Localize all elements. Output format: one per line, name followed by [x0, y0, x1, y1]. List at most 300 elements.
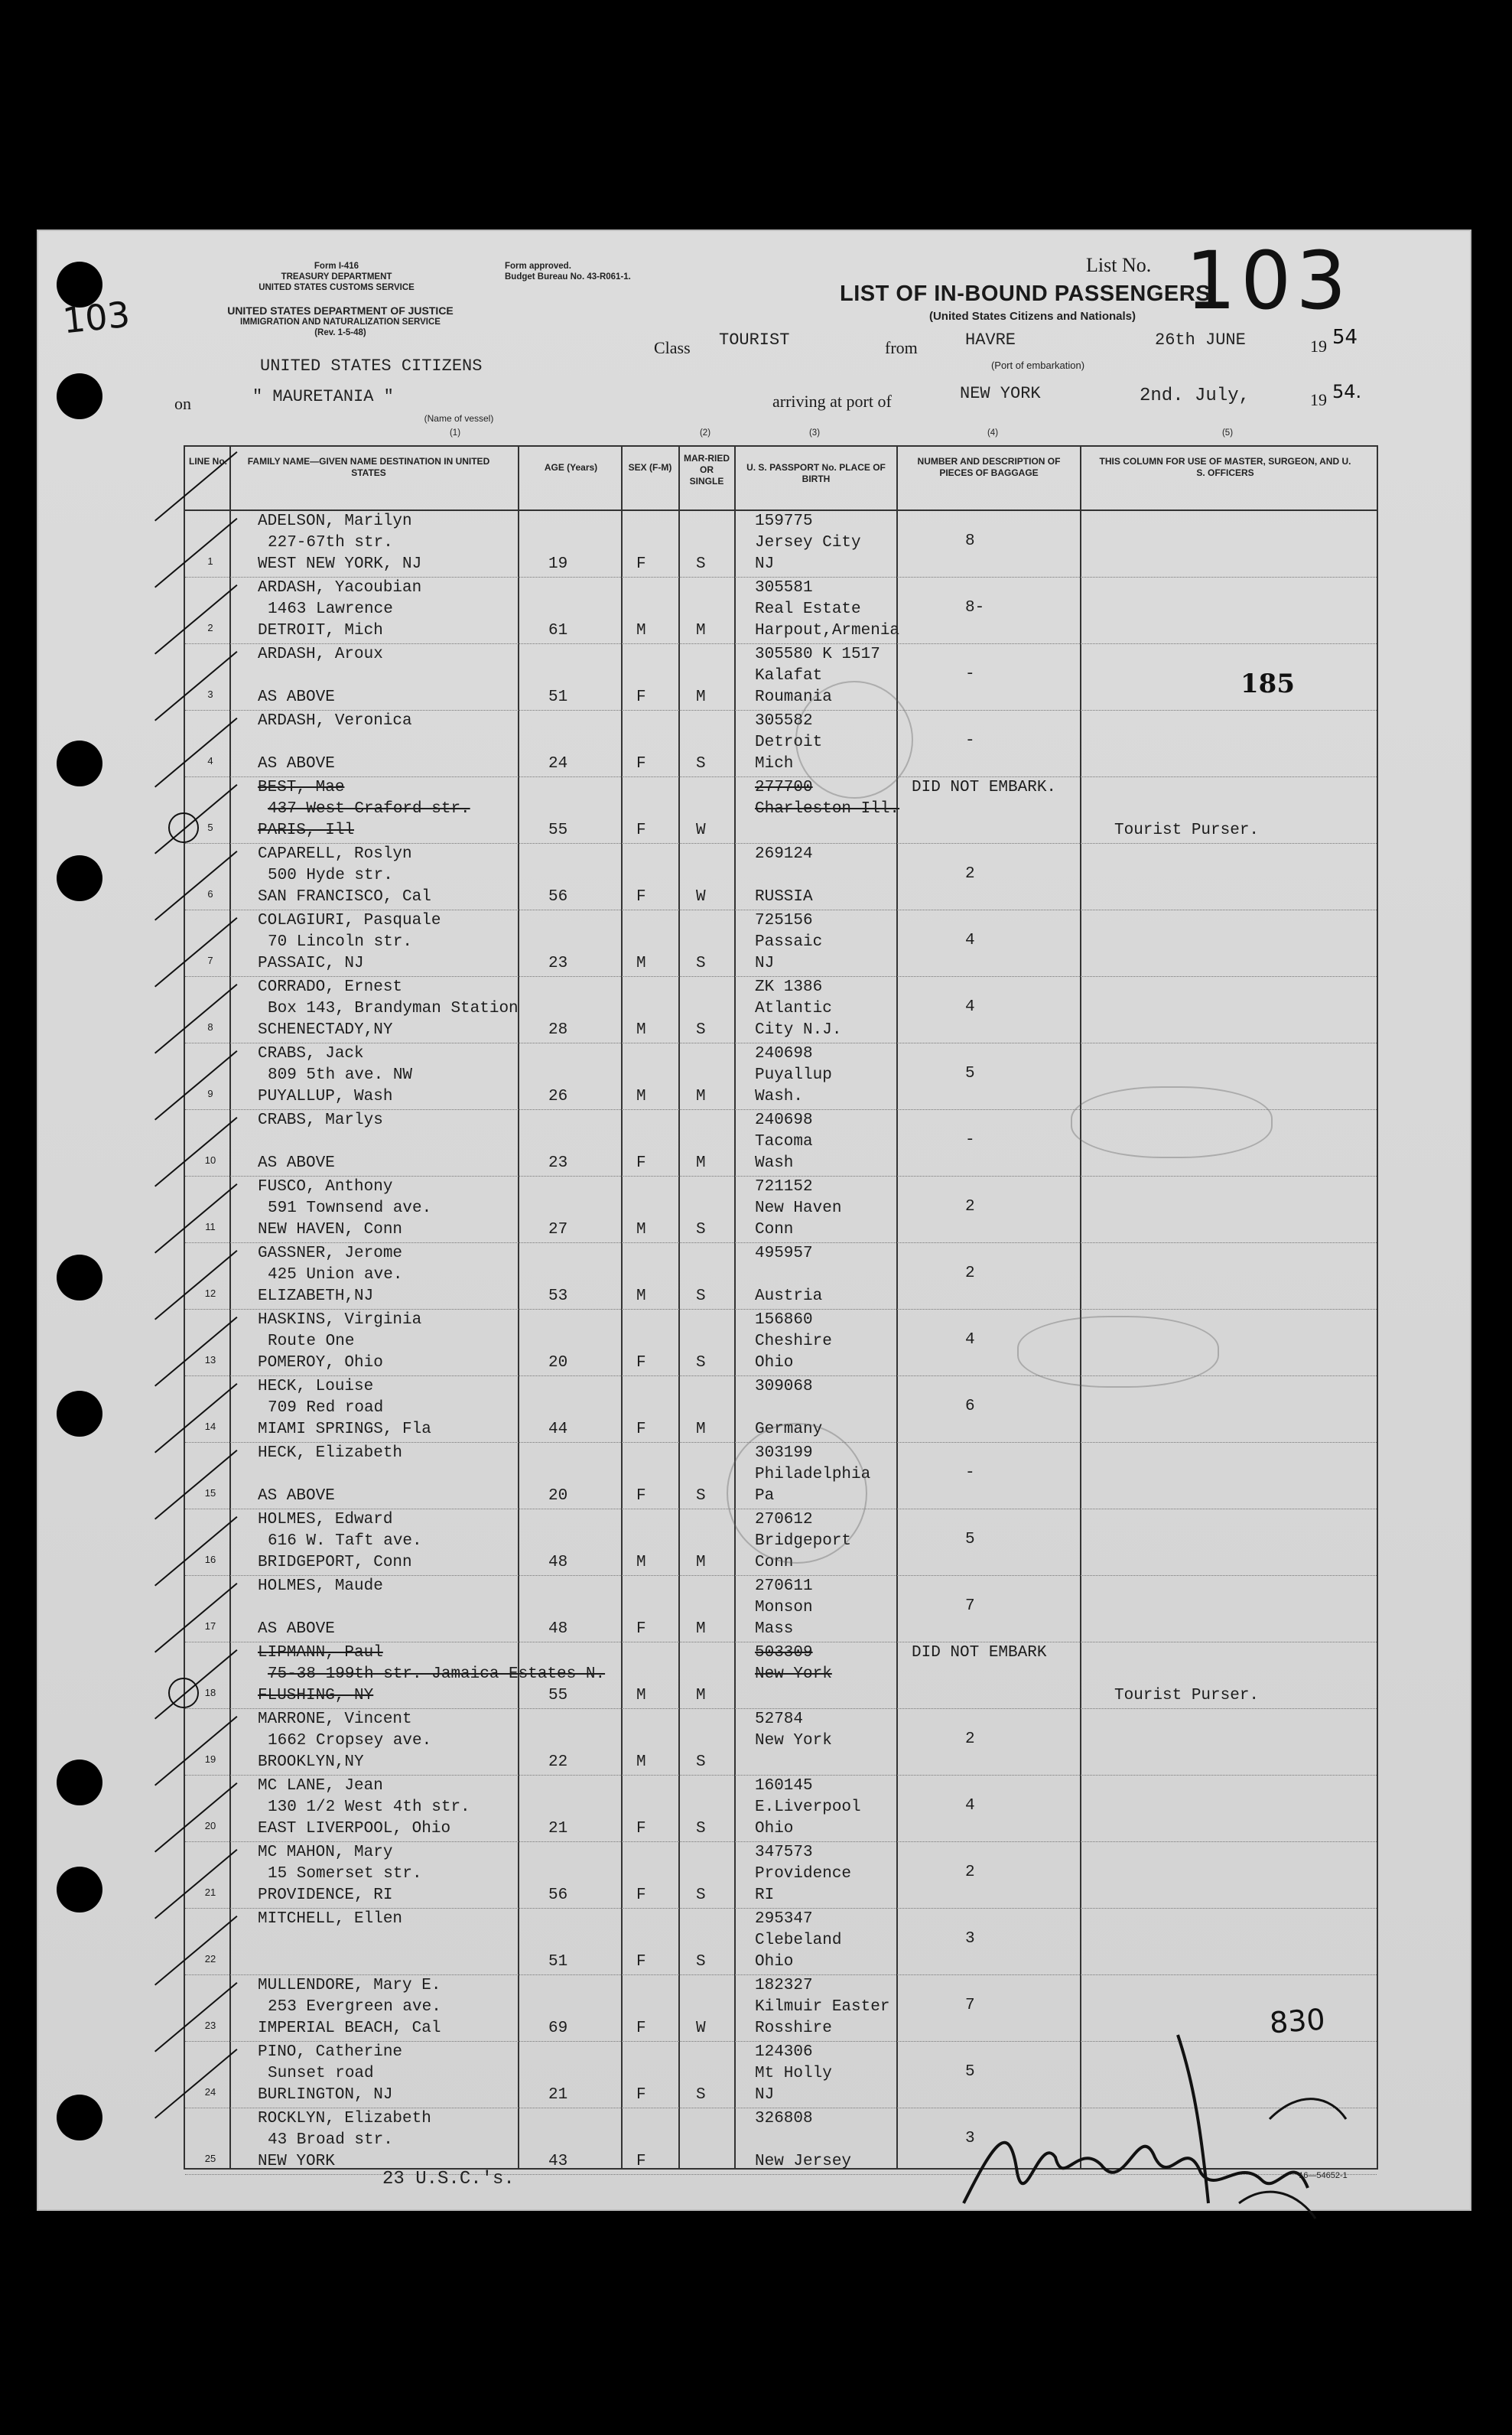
passenger-age: 26: [548, 1088, 568, 1105]
baggage-count: 5: [965, 1065, 975, 1082]
passenger-name: MC MAHON, Mary: [258, 1844, 393, 1861]
passenger-destination: IMPERIAL BEACH, Cal: [258, 2020, 441, 2037]
passenger-age: 61: [548, 622, 568, 640]
passport-number: ZK 1386: [755, 978, 823, 996]
passenger-name: FUSCO, Anthony: [258, 1178, 393, 1196]
baggage-count: 5: [965, 2063, 975, 2081]
punch-hole: [57, 1255, 102, 1301]
table-row: [185, 1909, 1377, 1975]
class-label: Class: [654, 338, 691, 357]
birthplace-line2: NJ: [755, 955, 775, 972]
line-number: 1: [207, 555, 213, 567]
marital-status: M: [696, 1088, 706, 1105]
table-row: [185, 511, 1377, 578]
passenger-sex: M: [636, 1021, 646, 1039]
punch-hole: [57, 855, 102, 901]
line-number: 22: [204, 1953, 216, 1965]
passport-number: 347573: [755, 1844, 813, 1861]
passenger-destination: AS ABOVE: [258, 1154, 335, 1172]
birthplace-line2: Ohio: [755, 1354, 794, 1372]
line-number: 17: [204, 1620, 216, 1632]
punch-hole: [57, 741, 102, 786]
marital-status: S: [696, 2086, 706, 2104]
annotation-185: 185: [1240, 669, 1295, 699]
passenger-age: 21: [548, 2086, 568, 2104]
passport-number: 159775: [755, 513, 813, 530]
col-header-name: FAMILY NAME—GIVEN NAME DESTINATION IN UNITED STATES: [247, 456, 490, 478]
birthplace-line1: Kalafat: [755, 667, 823, 685]
passenger-age: 20: [548, 1354, 568, 1372]
line-number: 9: [207, 1088, 213, 1099]
passport-number: 305580 K 1517: [755, 646, 880, 663]
passenger-sex: M: [636, 1221, 646, 1239]
birthplace-line2: Rosshire: [755, 2020, 832, 2037]
vessel-name: " MAURETANIA ": [252, 387, 394, 406]
line-number: 18: [204, 1687, 216, 1698]
baggage-count: -: [965, 666, 975, 683]
birthplace-line1: Cheshire: [755, 1333, 832, 1350]
citizens-heading: UNITED STATES CITIZENS: [260, 356, 483, 376]
passenger-destination: AS ABOVE: [258, 1620, 335, 1638]
list-no-label: List No.: [1086, 254, 1152, 276]
passenger-destination: POMEROY, Ohio: [258, 1354, 383, 1372]
embark-year-prefix: 19: [1310, 337, 1327, 356]
table-row: [185, 1642, 1377, 1709]
punch-hole: [57, 1760, 102, 1805]
passenger-age: 22: [548, 1753, 568, 1771]
marital-status: S: [696, 1953, 706, 1971]
passenger-sex: M: [636, 1687, 646, 1704]
passenger-destination: AS ABOVE: [258, 1487, 335, 1505]
passenger-address: 709 Red road: [268, 1399, 384, 1417]
passenger-age: 51: [548, 689, 568, 706]
passport-number: 156860: [755, 1311, 813, 1329]
baggage-count: 7: [965, 1597, 975, 1615]
baggage-count: 3: [965, 1930, 975, 1948]
passenger-age: 21: [548, 1820, 568, 1838]
birthplace-line2: Ohio: [755, 1953, 794, 1971]
arrival-date: 2nd. July,: [1140, 386, 1250, 406]
passenger-address: 1662 Cropsey ave.: [268, 1732, 432, 1750]
passenger-name: HASKINS, Virginia: [258, 1311, 422, 1329]
col-header-baggage: NUMBER AND DESCRIPTION OF PIECES OF BAGGAGE: [917, 456, 1061, 478]
passenger-address: 15 Somerset str.: [268, 1865, 422, 1883]
passenger-sex: F: [636, 2153, 646, 2170]
passenger-sex: F: [636, 1953, 646, 1971]
table-row: [185, 1776, 1377, 1842]
passport-number: 52784: [755, 1711, 804, 1728]
passenger-destination: SAN FRANCISCO, Cal: [258, 888, 431, 906]
table-row: [185, 910, 1377, 977]
margin-list-number: 103: [60, 293, 132, 342]
baggage-count: 4: [965, 932, 975, 949]
col-num-2: (2): [699, 428, 711, 438]
passenger-name: CRABS, Jack: [258, 1045, 364, 1063]
passenger-address: 70 Lincoln str.: [268, 933, 413, 951]
passenger-age: 20: [548, 1487, 568, 1505]
passenger-sex: F: [636, 1421, 646, 1438]
embark-date: 26th JUNE: [1155, 330, 1246, 350]
marital-status: M: [696, 689, 706, 706]
passenger-name: HOLMES, Maude: [258, 1577, 383, 1595]
total-citizens: 23 U.S.C.'s.: [382, 2169, 515, 2189]
passenger-address: 809 5th ave. NW: [268, 1066, 413, 1084]
passport-number: 277700: [755, 779, 813, 796]
passenger-age: 27: [548, 1221, 568, 1239]
passenger-sex: F: [636, 1820, 646, 1838]
baggage-count: 4: [965, 1797, 975, 1815]
birthplace-line1: Real Estate: [755, 601, 861, 618]
baggage-count: DID NOT EMBARK.: [912, 779, 1057, 796]
arrival-year: 54.: [1332, 381, 1362, 402]
passenger-age: 48: [548, 1554, 568, 1571]
passenger-sex: F: [636, 1154, 646, 1172]
passport-number: 303199: [755, 1444, 813, 1462]
birthplace-line2: Austria: [755, 1287, 823, 1305]
passenger-address: 425 Union ave.: [268, 1266, 403, 1284]
list-number: 103: [1185, 234, 1351, 327]
passenger-name: BEST, Mae: [258, 779, 345, 796]
punch-hole: [57, 373, 102, 419]
passenger-name: ARDASH, Veronica: [258, 712, 412, 730]
form-number: Form I-416: [314, 262, 359, 271]
footer-code: 16—54652-1: [1299, 2171, 1348, 2180]
baggage-count: 5: [965, 1531, 975, 1548]
birthplace-line2: Germany: [755, 1421, 823, 1438]
vessel-caption: (Name of vessel): [424, 413, 494, 424]
line-number: 14: [204, 1421, 216, 1432]
passport-number: 182327: [755, 1977, 813, 1994]
passenger-destination: PARIS, Ill: [258, 822, 355, 839]
budget-number: Budget Bureau No. 43-R061-1.: [505, 272, 631, 282]
passenger-destination: NEW YORK: [258, 2153, 335, 2170]
col-num-3: (3): [808, 428, 821, 438]
passenger-destination: ELIZABETH,NJ: [258, 1287, 374, 1305]
line-number: 10: [204, 1154, 216, 1166]
passport-number: 305581: [755, 579, 813, 597]
line-number: 5: [207, 822, 213, 833]
passenger-destination: SCHENECTADY,NY: [258, 1021, 393, 1039]
marital-status: S: [696, 1221, 706, 1239]
passport-number: 124306: [755, 2043, 813, 2061]
line-number: 12: [204, 1287, 216, 1299]
passenger-name: ARDASH, Yacoubian: [258, 579, 422, 597]
baggage-count: 4: [965, 998, 975, 1016]
col-num-5: (5): [1221, 428, 1234, 438]
col-num-4: (4): [987, 428, 999, 438]
line-number: 20: [204, 1820, 216, 1831]
passenger-name: ARDASH, Aroux: [258, 646, 383, 663]
passport-number: 270612: [755, 1511, 813, 1528]
birthplace-line1: E.Liverpool: [755, 1799, 861, 1816]
passenger-address: 616 W. Taft ave.: [268, 1532, 422, 1550]
passport-number: 309068: [755, 1378, 813, 1395]
marital-status: M: [696, 1687, 706, 1704]
birthplace-line1: Detroit: [755, 734, 823, 751]
marital-status: S: [696, 755, 706, 773]
marital-status: M: [696, 1620, 706, 1638]
passenger-destination: MIAMI SPRINGS, Fla: [258, 1421, 431, 1438]
passenger-sex: F: [636, 689, 646, 706]
baggage-count: 8: [965, 532, 975, 550]
passenger-sex: M: [636, 1088, 646, 1105]
marital-status: S: [696, 555, 706, 573]
officer-remark: Tourist Purser.: [1114, 822, 1260, 839]
passenger-destination: AS ABOVE: [258, 689, 335, 706]
birthplace-line1: Providence: [755, 1865, 852, 1883]
passenger-destination: BURLINGTON, NJ: [258, 2086, 393, 2104]
passenger-destination: PASSAIC, NJ: [258, 955, 364, 972]
passport-number: 295347: [755, 1910, 813, 1928]
passenger-destination: FLUSHING, NY: [258, 1687, 374, 1704]
line-number: 3: [207, 689, 213, 700]
baggage-count: 2: [965, 1864, 975, 1881]
table-row: [185, 711, 1377, 777]
embark-port: HAVRE: [965, 330, 1016, 350]
passenger-destination: WEST NEW YORK, NJ: [258, 555, 422, 573]
passenger-age: 56: [548, 888, 568, 906]
col-header-officers: THIS COLUMN FOR USE OF MASTER, SURGEON, AND U. S. OFFICERS: [1099, 456, 1351, 478]
line-number: 21: [204, 1886, 216, 1898]
arriving-label: arriving at port of: [772, 392, 892, 411]
table-row: [185, 644, 1377, 711]
baggage-count: 2: [965, 865, 975, 883]
birthplace-line1: Atlantic: [755, 1000, 832, 1017]
passenger-name: PINO, Catherine: [258, 2043, 403, 2061]
birthplace-line2: Ohio: [755, 1820, 794, 1838]
passenger-sex: F: [636, 1620, 646, 1638]
birthplace-line2: City N.J.: [755, 1021, 842, 1039]
marital-status: S: [696, 1753, 706, 1771]
passenger-address: Sunset road: [268, 2065, 374, 2082]
birthplace-line2: RI: [755, 1886, 775, 1904]
baggage-count: 2: [965, 1265, 975, 1282]
passenger-table: [184, 445, 1378, 2170]
passport-number: 725156: [755, 912, 813, 929]
form-approval: [505, 262, 688, 283]
passenger-destination: BRIDGEPORT, Conn: [258, 1554, 412, 1571]
passport-number: 503309: [755, 1644, 813, 1662]
passport-number: 495957: [755, 1245, 813, 1262]
marital-status: M: [696, 1154, 706, 1172]
baggage-count: 8-: [965, 599, 985, 617]
passenger-destination: PROVIDENCE, RI: [258, 1886, 393, 1904]
form-dept: TREASURY DEPARTMENT: [281, 272, 392, 282]
table-row: [185, 578, 1377, 644]
birthplace-line2: Wash: [755, 1154, 794, 1172]
line-number: 19: [204, 1753, 216, 1765]
passenger-sex: F: [636, 755, 646, 773]
birthplace-line1: Philadelphia: [755, 1466, 871, 1483]
line-number: 16: [204, 1554, 216, 1565]
handwritten-note: 830: [1268, 2002, 1326, 2040]
passenger-sex: F: [636, 2020, 646, 2037]
ins-service: IMMIGRATION AND NATURALIZATION SERVICE: [240, 317, 441, 327]
passenger-age: 55: [548, 1687, 568, 1704]
passenger-address: 227-67th str.: [268, 534, 393, 552]
table-row: [185, 1243, 1377, 1310]
line-number: 11: [205, 1221, 216, 1232]
passenger-age: 19: [548, 555, 568, 573]
page-title: LIST OF IN-BOUND PASSENGERS: [840, 282, 1211, 306]
form-id: [222, 262, 451, 293]
passenger-address: Route One: [268, 1333, 355, 1350]
birthplace-line2: Wash.: [755, 1088, 804, 1105]
justice-block: [172, 304, 509, 338]
passenger-sex: F: [636, 1354, 646, 1372]
passenger-age: 51: [548, 1953, 568, 1971]
marital-status: S: [696, 1021, 706, 1039]
marital-status: S: [696, 1287, 706, 1305]
passport-number: 305582: [755, 712, 813, 730]
officer-remark: Tourist Purser.: [1114, 1687, 1260, 1704]
birthplace-line1: Bridgeport: [755, 1532, 852, 1550]
passenger-destination: NEW HAVEN, Conn: [258, 1221, 403, 1239]
embark-year: 54: [1332, 326, 1358, 349]
col-header-married: MAR-RIED OR SINGLE: [684, 453, 730, 487]
birthplace-line1: Puyallup: [755, 1066, 832, 1084]
passenger-name: MARRONE, Vincent: [258, 1711, 412, 1728]
baggage-count: 3: [965, 2130, 975, 2147]
birthplace-line2: NJ: [755, 2086, 775, 2104]
form-approved: Form approved.: [505, 262, 571, 271]
birthplace-line2: RUSSIA: [755, 888, 813, 906]
passenger-name: LIPMANN, Paul: [258, 1644, 383, 1662]
passport-number: 160145: [755, 1777, 813, 1795]
on-label: on: [174, 394, 191, 413]
passenger-age: 48: [548, 1620, 568, 1638]
marital-status: S: [696, 1820, 706, 1838]
birthplace-line1: Mt Holly: [755, 2065, 832, 2082]
arrival-port: NEW YORK: [960, 384, 1041, 403]
baggage-count: -: [965, 732, 975, 750]
passenger-name: COLAGIURI, Pasquale: [258, 912, 441, 929]
marital-status: M: [696, 1554, 706, 1571]
passenger-destination: DETROIT, Mich: [258, 622, 383, 640]
table-row: [185, 977, 1377, 1043]
line-number: 24: [204, 2086, 216, 2098]
passport-number: 326808: [755, 2110, 813, 2127]
punch-hole: [57, 1867, 102, 1913]
from-label: from: [885, 338, 918, 357]
inspection-stamp: [727, 1423, 867, 1564]
table-row: [185, 777, 1377, 844]
passenger-address: 500 Hyde str.: [268, 867, 393, 884]
inspection-stamp: [1071, 1086, 1273, 1158]
passenger-name: HOLMES, Edward: [258, 1511, 393, 1528]
passenger-sex: M: [636, 955, 646, 972]
birthplace-line1: Tacoma: [755, 1133, 813, 1151]
passenger-address: 75-38 199th str. Jamaica Estates N.: [268, 1665, 606, 1683]
passenger-address: 591 Townsend ave.: [268, 1200, 432, 1217]
col-header-line: LINE No.: [189, 456, 227, 467]
passenger-name: ROCKLYN, Elizabeth: [258, 2110, 431, 2127]
passenger-sex: F: [636, 1487, 646, 1505]
passenger-sex: M: [636, 1753, 646, 1771]
passport-number: 721152: [755, 1178, 813, 1196]
birthplace-line2: Pa: [755, 1487, 775, 1505]
table-row: [185, 1177, 1377, 1243]
marital-status: S: [696, 955, 706, 972]
passenger-name: HECK, Elizabeth: [258, 1444, 403, 1462]
passenger-age: 56: [548, 1886, 568, 1904]
passenger-age: 24: [548, 755, 568, 773]
marital-status: M: [696, 1421, 706, 1438]
birthplace-line2: Roumania: [755, 689, 832, 706]
baggage-count: 6: [965, 1398, 975, 1415]
col-header-passport: U. S. PASSPORT No. PLACE OF BIRTH: [746, 462, 886, 484]
port-embark-caption: (Port of embarkation): [990, 360, 1085, 371]
line-number: 2: [207, 622, 213, 633]
class-value: TOURIST: [719, 330, 790, 350]
col-num-1: (1): [449, 428, 461, 438]
passenger-address: 1463 Lawrence: [268, 601, 393, 618]
baggage-count: 2: [965, 1198, 975, 1216]
birthplace-line2: New Jersey: [755, 2153, 852, 2170]
passenger-destination: PUYALLUP, Wash: [258, 1088, 393, 1105]
passenger-sex: F: [636, 555, 646, 573]
birthplace-line2: NJ: [755, 555, 775, 573]
line-number: 23: [204, 2020, 216, 2031]
line-number: 15: [204, 1487, 216, 1499]
passenger-age: 55: [548, 822, 568, 839]
col-header-age: AGE (Years): [544, 462, 598, 473]
passport-number: 269124: [755, 845, 813, 863]
marital-status: S: [696, 1487, 706, 1505]
line-number: 7: [207, 955, 213, 966]
passenger-sex: M: [636, 1554, 646, 1571]
passenger-name: ADELSON, Marilyn: [258, 513, 412, 530]
birthplace-line2: Conn: [755, 1554, 794, 1571]
passenger-sex: M: [636, 622, 646, 640]
table-row: [185, 1709, 1377, 1776]
page-subtitle: (United States Citizens and Nationals): [928, 310, 1136, 323]
passport-number: 240698: [755, 1045, 813, 1063]
passenger-age: 69: [548, 2020, 568, 2037]
baggage-count: 2: [965, 1730, 975, 1748]
arrival-year-prefix: 19: [1310, 390, 1327, 409]
passport-number: 270611: [755, 1577, 813, 1595]
marital-status: W: [696, 2020, 706, 2037]
passenger-age: 28: [548, 1021, 568, 1039]
birthplace-line2: Conn: [755, 1221, 794, 1239]
passenger-name: HECK, Louise: [258, 1378, 374, 1395]
passenger-address: 43 Broad str.: [268, 2131, 393, 2149]
passenger-name: MITCHELL, Ellen: [258, 1910, 403, 1928]
passenger-age: 44: [548, 1421, 568, 1438]
birthplace-line1: Kilmuir Easter: [755, 1998, 890, 2016]
passenger-name: CRABS, Marlys: [258, 1112, 383, 1129]
passenger-destination: EAST LIVERPOOL, Ohio: [258, 1820, 451, 1838]
passenger-name: MULLENDORE, Mary E.: [258, 1977, 441, 1994]
passenger-destination: BROOKLYN,NY: [258, 1753, 364, 1771]
baggage-count: -: [965, 1131, 975, 1149]
passenger-destination: AS ABOVE: [258, 755, 335, 773]
passenger-age: 23: [548, 1154, 568, 1172]
passenger-age: 23: [548, 955, 568, 972]
table-row: [185, 1576, 1377, 1642]
col-header-sex: SEX (F-M): [628, 462, 672, 473]
birthplace-line2: Mass: [755, 1620, 794, 1638]
birthplace-line1: New Haven: [755, 1200, 842, 1217]
line-number: 13: [204, 1354, 216, 1366]
passenger-address: Box 143, Brandyman Station: [268, 1000, 519, 1017]
passenger-age: 43: [548, 2153, 568, 2170]
form-service: UNITED STATES CUSTOMS SERVICE: [259, 282, 415, 292]
passenger-address: 130 1/2 West 4th str.: [268, 1799, 470, 1816]
baggage-count: -: [965, 1464, 975, 1482]
passenger-sex: F: [636, 2086, 646, 2104]
